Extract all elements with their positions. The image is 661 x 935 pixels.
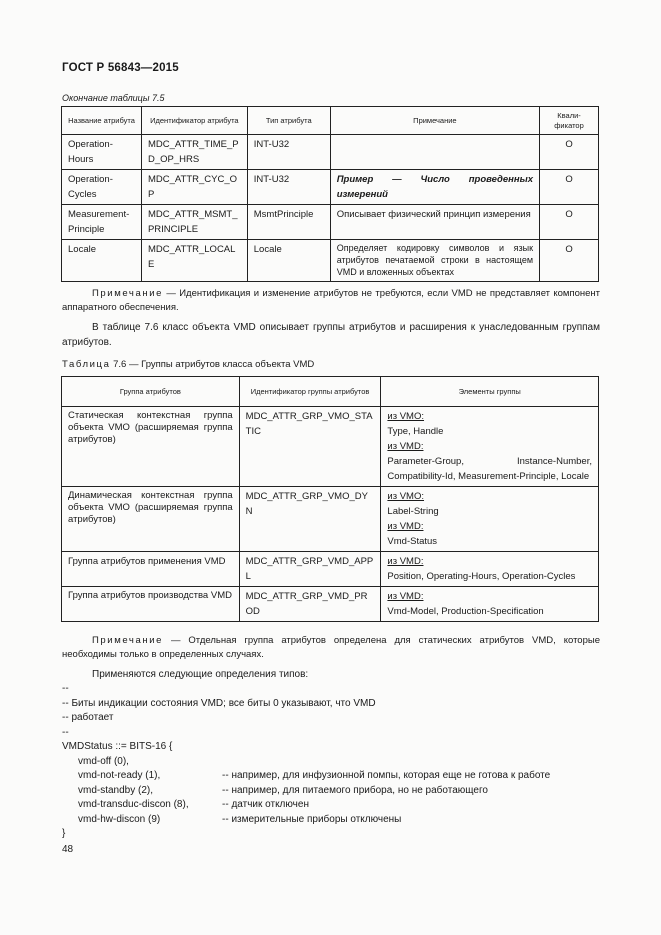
attribute-name: Operation-Hours [62, 135, 142, 170]
group-elements [381, 407, 599, 487]
attribute-id: MDC_ATTR_MSMT_PRINCIPLE [141, 205, 247, 240]
code-line: } [62, 828, 66, 839]
column-header: Название атрибута [62, 107, 142, 135]
caption-label: Таблица [62, 359, 111, 370]
code-item-comment: -- измерительные приборы отключены [222, 813, 402, 825]
table-row [62, 205, 599, 240]
group-elements [381, 587, 599, 622]
source-label: из VMD: [387, 441, 424, 452]
code-item-comment: -- например, для питаемого прибора, но не работающего [222, 784, 488, 796]
column-header: Группа атрибутов [62, 377, 240, 407]
attribute-note: Описывает физический принцип измерения [330, 205, 539, 240]
paragraph-1: В таблице 7.6 класс объекта VMD описывает группы атрибутов и расширения к унаследованным группам атрибутов. [62, 322, 600, 348]
group-id: MDC_ATTR_GRP_VMO_STATIC [239, 407, 381, 487]
attribute-qualifier: O [540, 240, 599, 282]
column-header: Тип атрибута [247, 107, 330, 135]
element-list: Label-String [387, 506, 439, 517]
column-header: Квали-фикатор [540, 107, 599, 135]
attribute-id: MDC_ATTR_TIME_PD_OP_HRS [141, 135, 247, 170]
code-item [62, 798, 602, 813]
table-row [62, 487, 599, 552]
group-name: Группа атрибутов применения VMD [62, 552, 240, 587]
table-row [62, 170, 599, 205]
code-item [62, 813, 602, 828]
note-label: Примечание [92, 635, 163, 646]
code-line: -- работает [62, 712, 114, 723]
code-line: -- [62, 683, 69, 694]
attribute-note: Пример — Число проведенных измерений [330, 170, 539, 205]
table-row [62, 587, 599, 622]
code-item [62, 769, 602, 784]
group-id: MDC_ATTR_GRP_VMO_DYN [239, 487, 381, 552]
caption-text: 7.6 — Группы атрибутов класса объекта VMD [110, 359, 315, 370]
code-line: -- Биты индикации состояния VMD; все биты 0 указывают, что VMD [62, 697, 376, 709]
attribute-table [61, 106, 599, 282]
source-label: из VMD: [387, 521, 424, 532]
table2-caption [62, 359, 314, 370]
paragraph-2: Применяются следующие определения типов: [92, 669, 309, 680]
column-header: Примечание [330, 107, 539, 135]
code-item-comment: -- датчик отключен [222, 799, 309, 810]
note-1 [62, 287, 600, 315]
group-name: Статическая контекстная группа объекта VMO (расширяемая группа атрибутов) [62, 407, 240, 487]
attribute-id: MDC_ATTR_LOCALE [141, 240, 247, 282]
attribute-qualifier: O [540, 170, 599, 205]
element-list: Type, Handle [387, 426, 444, 437]
attribute-name: Locale [62, 240, 142, 282]
source-label: из VMD: [387, 591, 424, 602]
element-list: Vmd-Status [387, 536, 438, 547]
code-item-name: vmd-transduc-discon (8), [78, 799, 189, 810]
column-header: Идентификатор атрибута [141, 107, 247, 135]
attribute-qualifier: O [540, 205, 599, 240]
document-header: ГОСТ Р 56843—2015 [62, 62, 179, 74]
attribute-type: MsmtPrinciple [247, 205, 330, 240]
attribute-name: Operation-Cycles [62, 170, 142, 205]
table-row [62, 407, 599, 487]
code-item-comment: -- например, для инфузионной помпы, которая еще не готова к работе [222, 770, 551, 781]
attribute-type: INT-U32 [247, 170, 330, 205]
element-list: Position, Operating-Hours, Operation-Cycles [387, 571, 576, 582]
note-label: Примечание [92, 288, 163, 299]
attribute-qualifier: O [540, 135, 599, 170]
code-line: VMDStatus ::= BITS-16 { [62, 741, 173, 752]
table1-caption: Окончание таблицы 7.5 [62, 93, 165, 103]
code-line: -- [62, 726, 69, 738]
code-item-name: vmd-off (0), [78, 755, 129, 767]
element-list: Parameter-Group, Instance-Number, Compatibility-Id, Measurement-Principle, Locale [387, 456, 592, 482]
element-list: Vmd-Model, Production-Specification [387, 606, 544, 617]
attribute-note [330, 135, 539, 170]
source-label: из VMO: [387, 491, 425, 502]
code-item-name: vmd-hw-discon (9) [78, 813, 161, 825]
code-item-name: vmd-standby (2), [78, 784, 154, 796]
type-definition-code [62, 682, 602, 842]
attribute-id: MDC_ATTR_CYC_OP [141, 170, 247, 205]
attribute-note: Определяет кодировку символов и язык атрибутов печатаемой строки в настоящем VMD и вложенных объектах [330, 240, 539, 282]
group-elements [381, 487, 599, 552]
code-item-name: vmd-not-ready (1), [78, 770, 161, 781]
note-text: — Отдельная группа атрибутов определена для статических атрибутов VMD, которые необходимы только в определенных случаях. [62, 635, 600, 660]
column-header: Элементы группы [381, 377, 599, 407]
group-id: MDC_ATTR_GRP_VMD_PROD [239, 587, 381, 622]
column-header: Идентификатор группы атрибутов [239, 377, 381, 407]
table-row [62, 552, 599, 587]
code-item [62, 784, 602, 799]
attribute-group-table [61, 376, 599, 622]
source-label: из VMO: [387, 411, 425, 422]
group-elements [381, 552, 599, 587]
table-row [62, 240, 599, 282]
attribute-type: Locale [247, 240, 330, 282]
table-row [62, 135, 599, 170]
group-name: Динамическая контекстная группа объекта VMO (расширяемая группа атрибутов) [62, 487, 240, 552]
table-header-row [62, 107, 599, 135]
group-name: Группа атрибутов производства VMD [62, 587, 240, 622]
page-number: 48 [62, 844, 74, 855]
code-item [62, 755, 602, 770]
note-2 [62, 634, 600, 662]
source-label: из VMD: [387, 556, 424, 567]
attribute-type: INT-U32 [247, 135, 330, 170]
table-header-row [62, 377, 599, 407]
group-id: MDC_ATTR_GRP_VMD_APPL [239, 552, 381, 587]
attribute-name: Measurement-Principle [62, 205, 142, 240]
note-text: — Идентификация и изменение атрибутов не требуются, если VMD не представляет компонент аппаратного обеспечения. [62, 288, 600, 313]
